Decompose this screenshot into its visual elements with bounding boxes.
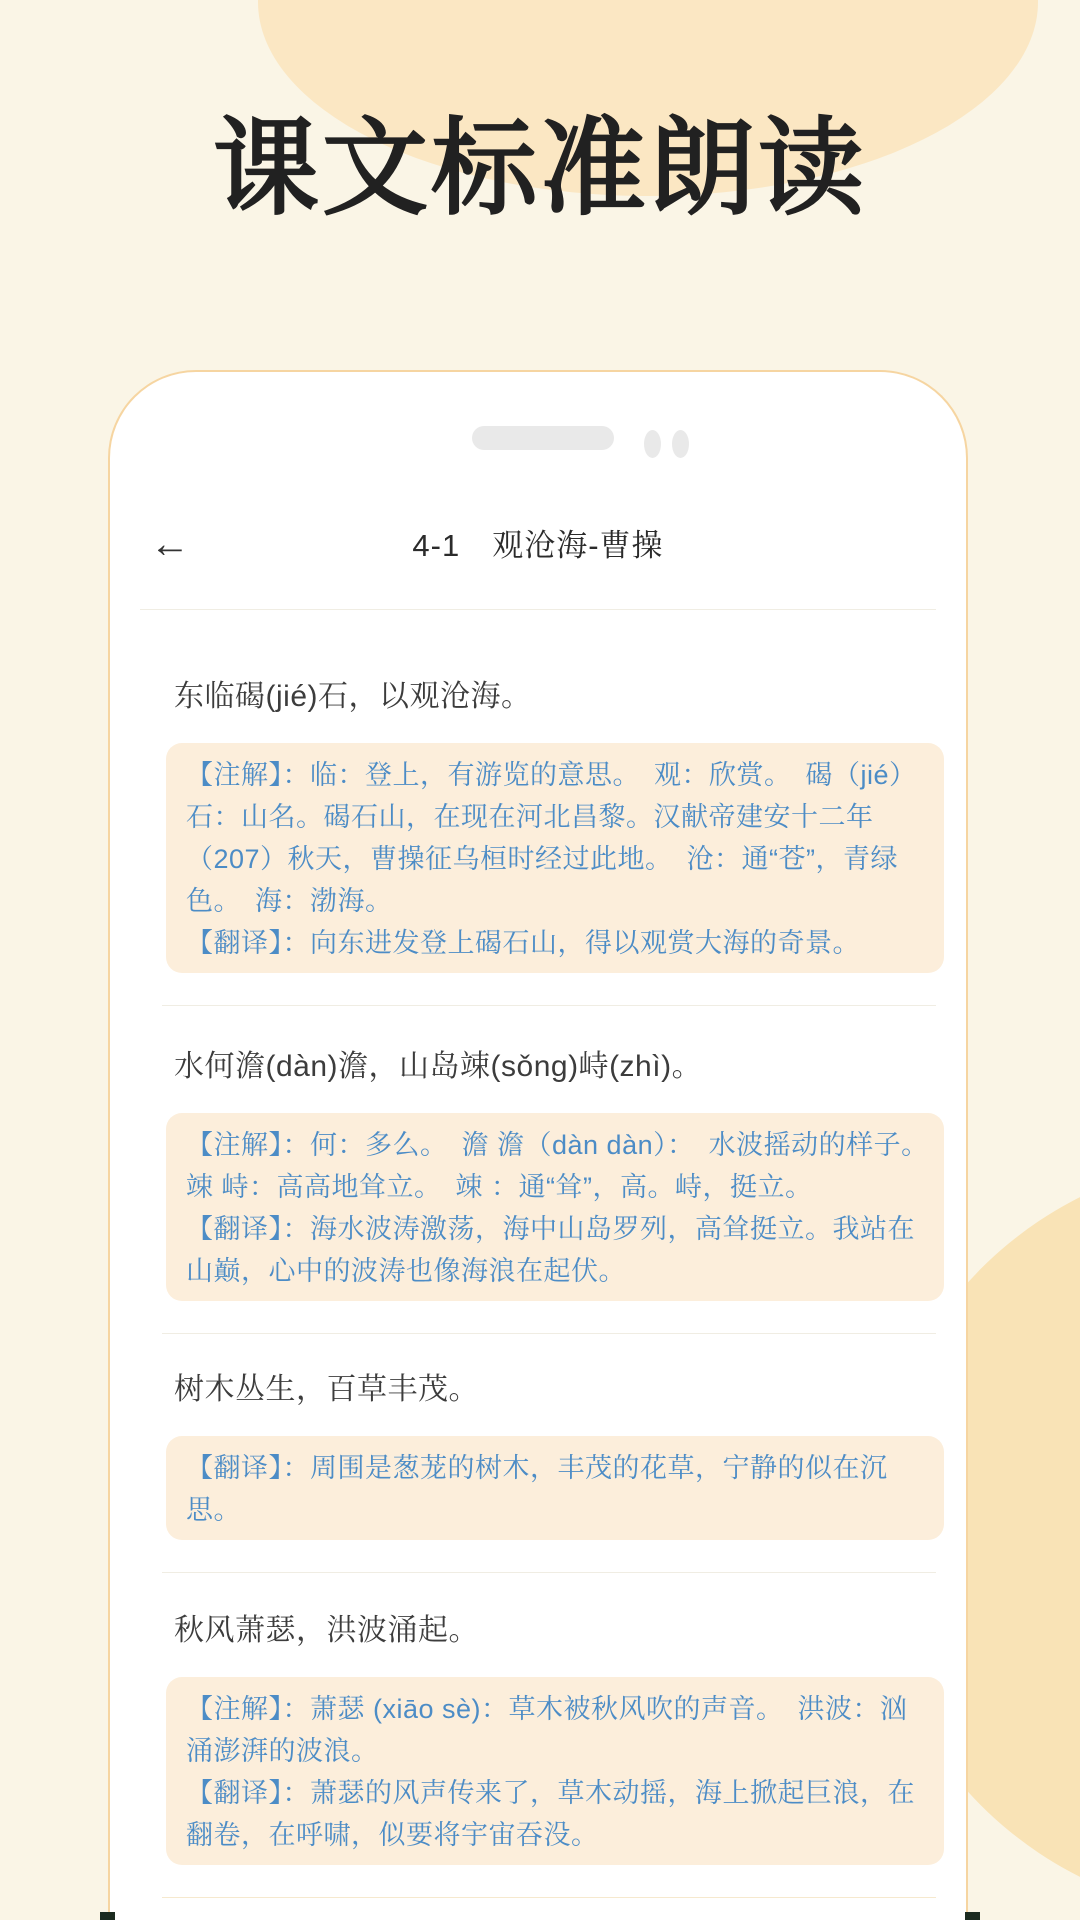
annotation-box — [166, 1677, 944, 1865]
annotation-note: 【注解】：萧瑟 (xiāo sè)：草木被秋风吹的声音。 洪波：汹涌澎湃的波浪。 — [186, 1694, 908, 1766]
annotation-box — [166, 1436, 944, 1540]
phone-camera-icon — [672, 430, 689, 458]
page-title: 课文标准朗读 — [213, 110, 867, 228]
annotation-note: 【注解】：何：多么。 澹 澹（dàn dàn）： 水波摇动的样子。 竦 峙：高高地耸立。 竦 ：通“耸”，高。峙，挺立。 — [186, 1130, 943, 1202]
poem-line: 树木丛生，百草丰茂。 — [174, 1373, 479, 1406]
annotation-box — [166, 1113, 944, 1301]
section-divider — [162, 1005, 936, 1006]
phone-camera-icon — [644, 430, 661, 458]
phone-mockup-card — [108, 370, 968, 1920]
bottom-edge-mark — [965, 1912, 980, 1920]
annotation-translation: 【翻译】：向东进发登上碣石山，得以观赏大海的奇景。 — [186, 928, 860, 958]
section-divider — [162, 1333, 936, 1334]
section-divider — [162, 1572, 936, 1573]
annotation-box — [166, 743, 944, 973]
lesson-content — [166, 610, 944, 1898]
annotation-translation: 【翻译】：萧瑟的风声传来了，草木动摇，海上掀起巨浪，在翻卷，在呼啸，似要将宇宙吞没。 — [186, 1778, 915, 1850]
bottom-edge-mark — [100, 1912, 115, 1920]
poem-line: 水何澹(dàn)澹，山岛竦(sǒng)峙(zhì)。 — [174, 1050, 703, 1083]
lesson-title: 4-1 观沧海-曹操 — [412, 528, 664, 563]
annotation-note: 【注解】：临：登上，有游览的意思。 观：欣赏。 碣（jié）石：山名。碣石山，在现在河北昌黎。汉献帝建安十二年（207）秋天，曹操征乌桓时经过此地。 沧：通“苍”，青绿色。 海：渤海。 — [186, 760, 917, 916]
phone-speaker-icon — [472, 426, 614, 450]
nav-header — [110, 522, 966, 570]
poem-line: 秋风萧瑟，洪波涌起。 — [174, 1614, 479, 1647]
poem-line: 东临碣(jié)石，以观沧海。 — [174, 680, 532, 713]
annotation-translation: 【翻译】：周围是葱茏的树木，丰茂的花草，宁静的似在沉思。 — [186, 1453, 888, 1525]
back-arrow-icon[interactable]: ← — [150, 522, 190, 566]
section-divider — [162, 1897, 936, 1898]
annotation-translation: 【翻译】：海水波涛激荡，海中山岛罗列，高耸挺立。我站在山巅，心中的波涛也像海浪在起伏。 — [186, 1214, 915, 1286]
